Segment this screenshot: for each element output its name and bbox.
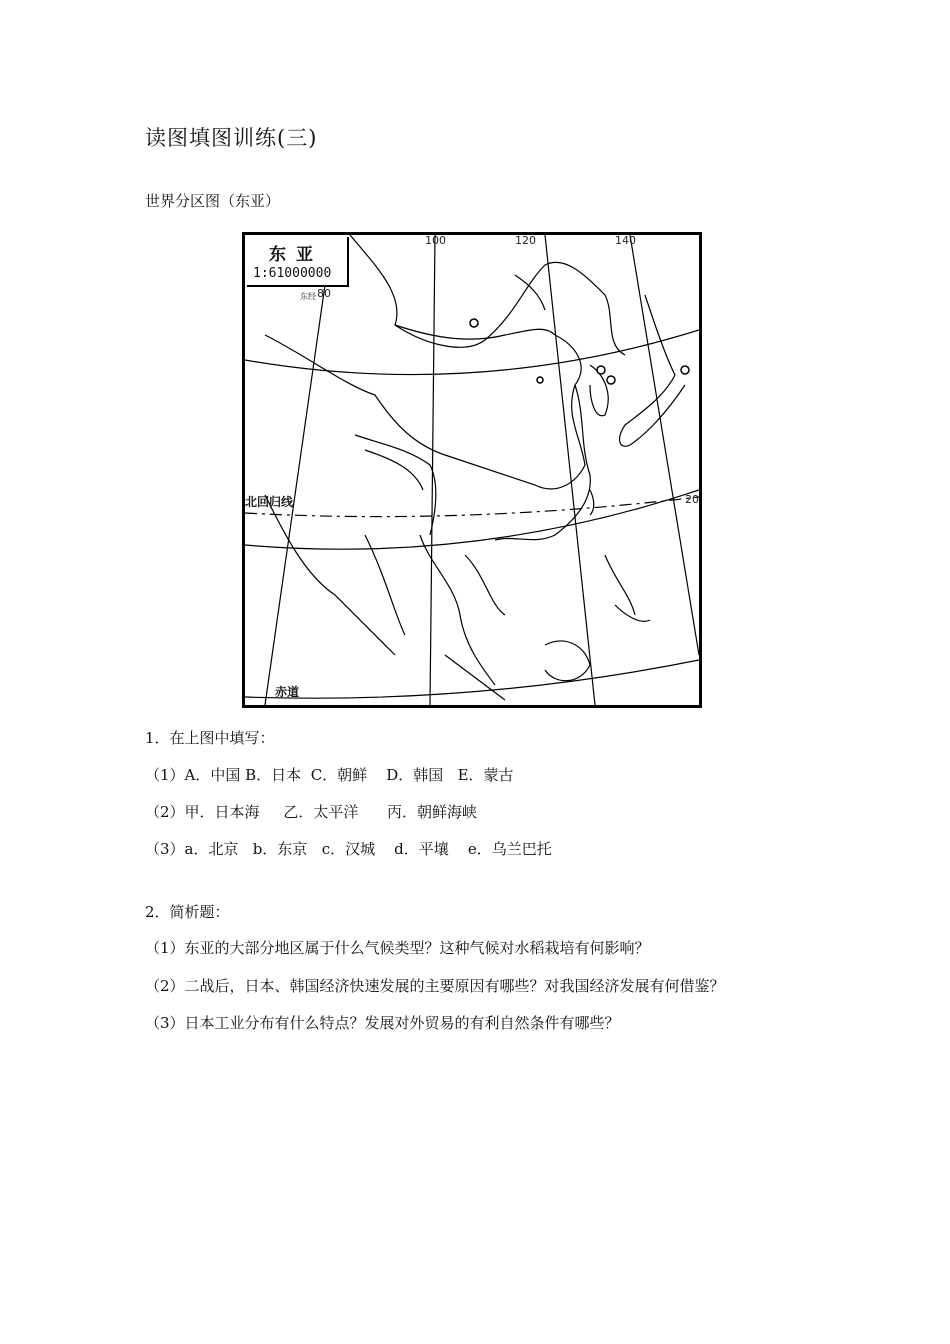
city-marker-ulaanbaatar — [470, 319, 478, 327]
question-2-heading: 2．简析题： — [145, 903, 230, 921]
question-2-item: （1）东亚的大部分地区属于什么气候类型？这种气候对水稻栽培有何影响？ — [145, 939, 650, 957]
label-longitude-80: 80 — [317, 287, 331, 300]
indochina — [420, 535, 505, 685]
question-2-item: （2）二战后，日本、韩国经济快速发展的主要原因有哪些？对我国经济发展有何借鉴？ — [145, 977, 725, 995]
meridian-120 — [545, 235, 595, 705]
tropic-line — [245, 497, 699, 517]
meridian-140 — [630, 235, 699, 655]
map-drawing — [245, 235, 699, 705]
label-equator: 赤道 — [275, 685, 300, 699]
borneo — [545, 641, 590, 681]
label-tropic-of-cancer: 北回归线 — [245, 495, 294, 509]
label-longitude-120: 120 — [515, 234, 536, 247]
label-longitude-140: 140 — [615, 234, 636, 247]
section-title: 世界分区图（东亚） — [145, 192, 281, 210]
taiwan — [590, 490, 594, 515]
question-1-item: （1）A．中国 B．日本 C．朝鲜 D．韩国 E．蒙古 — [145, 766, 514, 784]
coastline-north — [350, 235, 625, 355]
question-1-item: （3）a．北京 b．东京 c．汉城 d．平壤 e．乌兰巴托 — [145, 840, 552, 858]
city-marker-tokyo — [681, 366, 689, 374]
parallel-20 — [245, 490, 699, 549]
city-marker-seoul — [607, 376, 615, 384]
question-1-heading: 1．在上图中填写： — [145, 729, 275, 747]
china-border — [265, 335, 585, 489]
city-marker-beijing — [537, 377, 543, 383]
equator-line — [245, 660, 699, 698]
philippines — [605, 555, 650, 621]
city-marker-pyongyang — [597, 366, 605, 374]
tibet-lines — [355, 435, 436, 535]
label-longitude-100: 100 — [425, 234, 446, 247]
page-title: 读图填图训练(三) — [145, 126, 318, 150]
legend-title: 东亚 — [269, 245, 323, 265]
question-1-item: （2）甲．日本海 乙．太平洋 丙．朝鲜海峡 — [145, 803, 477, 821]
map-legend — [247, 237, 349, 287]
label-latitude-20: 20 — [685, 493, 699, 506]
question-2-item: （3）日本工业分布有什么特点？发展对外贸易的有利自然条件有哪些？ — [145, 1014, 620, 1032]
china-coast — [495, 385, 590, 540]
india-coast — [265, 495, 405, 655]
label-east-longitude: 东经 — [300, 292, 316, 301]
map-scale: 1:61000000 — [253, 266, 332, 281]
lake-baikal — [515, 275, 545, 310]
east-asia-map — [242, 232, 702, 708]
